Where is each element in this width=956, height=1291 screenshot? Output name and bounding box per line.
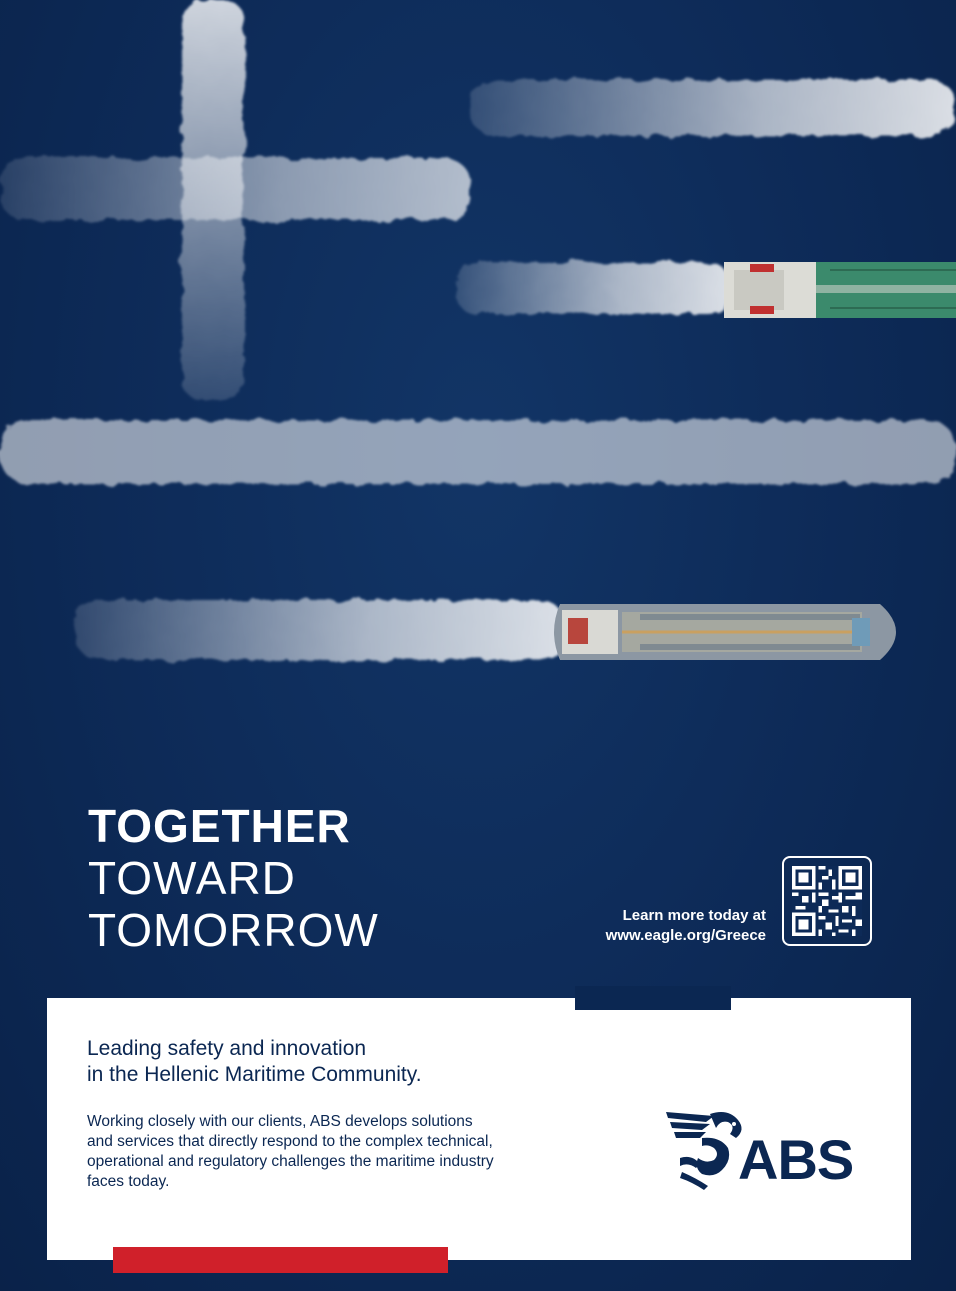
lead-line-1: Leading safety and innovation [87,1037,367,1060]
qr-code-icon[interactable] [782,856,872,946]
lead-line-2: in the Hellenic Maritime Community. [87,1063,422,1086]
headline-line-3: TOMORROW [88,904,379,956]
body-line-1: Working closely with our clients, ABS develops solutions [87,1113,473,1130]
green-tanker-ship [724,262,956,318]
lead-text [87,1036,567,1088]
headline-line-1: TOGETHER [88,800,351,852]
red-accent-bar [113,1247,448,1273]
wake-top-right [470,80,956,136]
wake-green-ship [455,262,730,314]
cta-url-link[interactable]: www.eagle.org/Greece [605,927,766,944]
wake-lower-ship [75,600,565,660]
abs-logo-text: ABS [738,1128,854,1191]
headline-line-2: TOWARD [88,852,296,904]
body-line-2: and services that directly respond to the complex technical, [87,1133,493,1150]
body-line-4: faces today. [87,1173,170,1190]
headline [88,800,379,956]
navy-accent-bar [575,986,731,1010]
eagle-icon [666,1108,746,1192]
body-text [87,1112,587,1192]
call-to-action [466,906,766,946]
wake-middle [0,420,956,484]
cta-line-1: Learn more today at [622,907,766,924]
grey-tanker-ship [554,604,896,660]
wake-upper-left [0,158,470,220]
body-line-3: operational and regulatory challenges the maritime industry [87,1153,494,1170]
